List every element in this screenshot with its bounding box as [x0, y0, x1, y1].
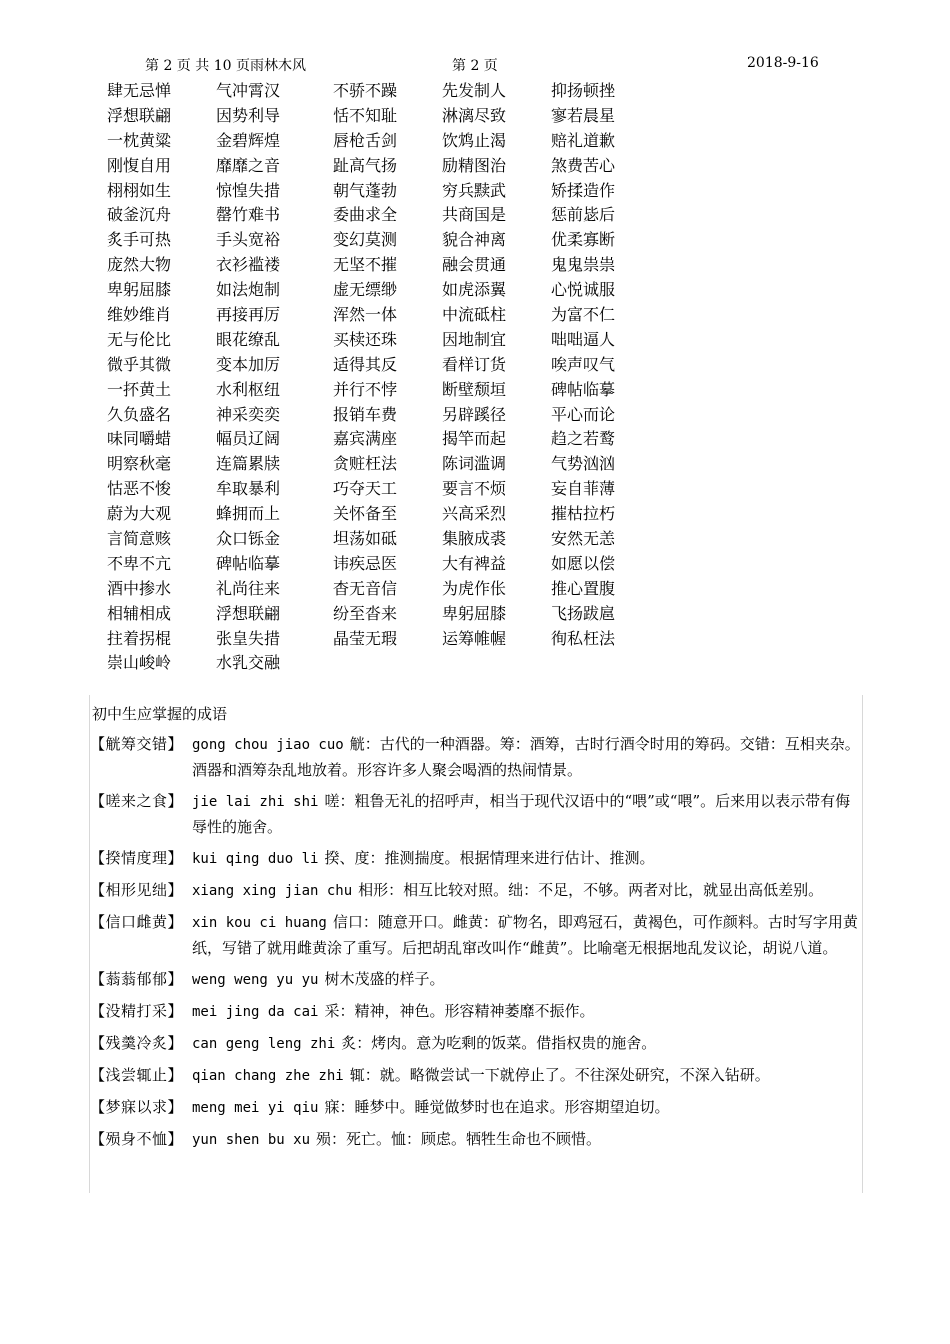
idiom-cell: 气势汹汹 — [551, 454, 616, 474]
idiom-meaning: 辄：就。略微尝试一下就停止了。不往深处研究，不深入钻研。 — [349, 1066, 770, 1084]
idiom-cell: 揭竿而起 — [442, 429, 507, 449]
idiom-pinyin: can geng leng zhi — [192, 1036, 336, 1052]
idiom-entry — [90, 967, 862, 993]
idiom-definition — [90, 999, 862, 1025]
idiom-cell: 再接再厉 — [216, 304, 281, 324]
idiom-cell: 拄着拐棍 — [107, 628, 172, 648]
idiom-cell: 飞扬跋扈 — [551, 603, 616, 623]
idiom-term: 【殒身不恤】 — [90, 1130, 184, 1148]
idiom-cell: 讳疾忌医 — [333, 553, 398, 573]
idiom-cell: 优柔寡断 — [551, 230, 616, 250]
idiom-cell: 趾高气扬 — [333, 155, 398, 175]
idiom-cell: 晶莹无瑕 — [333, 628, 398, 648]
idiom-definition — [90, 1095, 862, 1121]
idiom-grid-row — [107, 500, 667, 525]
header-page-info: 第 2 页 共 10 页雨林木风 — [145, 58, 306, 74]
idiom-definition — [90, 846, 862, 872]
idiom-grid — [107, 77, 667, 674]
idiom-cell: 肆无忌惮 — [107, 80, 172, 100]
idiom-cell: 言简意赅 — [107, 528, 172, 548]
idiom-cell: 嘉宾满座 — [333, 429, 398, 449]
idiom-cell: 庞然大物 — [107, 255, 172, 275]
idiom-cell: 一枕黄粱 — [107, 130, 172, 150]
idiom-cell: 不卑不亢 — [107, 553, 172, 573]
idiom-cell: 栩栩如生 — [107, 180, 172, 200]
idiom-grid-row — [107, 425, 667, 450]
idiom-cell: 刚愎自用 — [107, 155, 172, 175]
idiom-cell: 变幻莫测 — [333, 230, 398, 250]
idiom-definition — [90, 910, 862, 961]
idiom-grid-row — [107, 226, 667, 251]
idiom-cell: 虚无缥缈 — [333, 280, 398, 300]
idiom-cell: 众口铄金 — [216, 528, 281, 548]
idiom-cell: 赔礼道歉 — [551, 130, 616, 150]
idiom-cell: 看样订货 — [442, 354, 507, 374]
idiom-cell: 为虎作伥 — [442, 578, 507, 598]
idiom-cell: 靡靡之音 — [216, 155, 281, 175]
idiom-definition — [90, 1127, 862, 1153]
idiom-cell: 炙手可热 — [107, 230, 172, 250]
idiom-cell: 中流砥柱 — [442, 304, 507, 324]
idiom-cell: 恬不知耻 — [333, 105, 398, 125]
idiom-cell: 徇私枉法 — [551, 628, 616, 648]
idiom-cell: 水利枢纽 — [216, 379, 281, 399]
idiom-cell: 牟取暴利 — [216, 479, 281, 499]
idiom-cell: 碑帖临摹 — [216, 553, 281, 573]
idiom-cell: 味同嚼蜡 — [107, 429, 172, 449]
idiom-definition — [90, 1063, 862, 1089]
idiom-cell: 兴高采烈 — [442, 504, 507, 524]
idiom-cell: 趋之若鹜 — [551, 429, 616, 449]
idiom-grid-row — [107, 351, 667, 376]
idiom-cell: 纷至沓来 — [333, 603, 398, 623]
idiom-cell: 另辟蹊径 — [442, 404, 507, 424]
idiom-definition — [90, 732, 862, 783]
idiom-cell: 一抔黄土 — [107, 379, 172, 399]
idiom-grid-row — [107, 525, 667, 550]
idiom-meaning: 殒：死亡。恤：顾虑。牺牲生命也不顾惜。 — [316, 1130, 602, 1148]
idiom-cell: 穷兵黩武 — [442, 180, 507, 200]
idiom-cell: 惊惶失措 — [216, 180, 281, 200]
idiom-grid-row — [107, 475, 667, 500]
idiom-cell: 心悦诚服 — [551, 280, 616, 300]
idiom-cell: 衣衫褴褛 — [216, 255, 281, 275]
idiom-grid-row — [107, 401, 667, 426]
idiom-cell: 妄自菲薄 — [551, 479, 616, 499]
idiom-cell: 断壁颓垣 — [442, 379, 507, 399]
idiom-term: 【相形见绌】 — [90, 881, 184, 899]
idiom-pinyin: weng weng yu yu — [192, 972, 319, 988]
idiom-meaning: 嗟：粗鲁无礼的招呼声，相当于现代汉语中的“喂”或“喂”。后来用以表示带有侮辱性的施舍。 — [192, 792, 851, 836]
idiom-cell: 微乎其微 — [107, 354, 172, 374]
idiom-entry — [90, 732, 862, 783]
idiom-entry — [90, 1127, 862, 1153]
idiom-entry — [90, 846, 862, 872]
idiom-grid-row — [107, 575, 667, 600]
idiom-meaning: 树木茂盛的样子。 — [324, 970, 445, 988]
idiom-cell: 巧夺天工 — [333, 479, 398, 499]
idiom-pinyin: qian chang zhe zhi — [192, 1068, 344, 1084]
idiom-cell: 寥若晨星 — [551, 105, 616, 125]
idiom-cell: 崇山峻岭 — [107, 653, 172, 673]
idiom-cell: 卑躬屈膝 — [442, 603, 507, 623]
idiom-term: 【信口雌黄】 — [90, 913, 184, 931]
idiom-grid-row — [107, 550, 667, 575]
idiom-cell: 摧枯拉朽 — [551, 504, 616, 524]
idiom-entry-list — [90, 732, 862, 1159]
idiom-definitions-section — [89, 695, 863, 1193]
idiom-cell: 浑然一体 — [333, 304, 398, 324]
idiom-cell: 平心而论 — [551, 404, 616, 424]
idiom-cell: 报销车费 — [333, 404, 398, 424]
idiom-cell: 破釜沉舟 — [107, 205, 172, 225]
idiom-grid-row — [107, 251, 667, 276]
idiom-cell: 久负盛名 — [107, 404, 172, 424]
idiom-entry — [90, 789, 862, 840]
idiom-cell: 金碧辉煌 — [216, 130, 281, 150]
idiom-cell: 杳无音信 — [333, 578, 398, 598]
idiom-term: 【残羹冷炙】 — [90, 1034, 184, 1052]
idiom-cell: 推心置腹 — [551, 578, 616, 598]
idiom-grid-row — [107, 276, 667, 301]
idiom-cell: 咄咄逼人 — [551, 329, 616, 349]
idiom-entry — [90, 1095, 862, 1121]
idiom-cell: 相辅相成 — [107, 603, 172, 623]
idiom-meaning: 觥：古代的一种酒器。筹：酒筹，古时行酒令时用的筹码。交错：互相夹杂。酒器和酒筹杂乱地放着。形容许多人聚会喝酒的热闹情景。 — [192, 735, 860, 779]
idiom-entry — [90, 878, 862, 904]
idiom-term: 【觥筹交错】 — [90, 735, 184, 753]
idiom-grid-row — [107, 177, 667, 202]
idiom-cell: 手头宽裕 — [216, 230, 281, 250]
idiom-cell: 运筹帷幄 — [442, 628, 507, 648]
idiom-meaning: 信口：随意开口。雌黄：矿物名，即鸡冠石，黄褐色，可作颜料。古时写字用黄纸，写错了就用雌黄涂了重写。后把胡乱窜改叫作“雌黄”。比喻毫无根据地乱发议论，胡说八道。 — [192, 913, 858, 957]
idiom-pinyin: kui qing duo li — [192, 851, 319, 867]
idiom-pinyin: xin kou ci huang — [192, 915, 327, 931]
idiom-cell: 大有裨益 — [442, 553, 507, 573]
idiom-cell: 浮想联翩 — [107, 105, 172, 125]
idiom-cell: 因地制宜 — [442, 329, 507, 349]
idiom-grid-row — [107, 625, 667, 650]
idiom-cell: 幅员辽阔 — [216, 429, 281, 449]
header-date: 2018-9-16 — [747, 55, 819, 71]
idiom-cell: 酒中掺水 — [107, 578, 172, 598]
idiom-definition — [90, 789, 862, 840]
idiom-grid-row — [107, 649, 667, 674]
idiom-cell: 卑躬屈膝 — [107, 280, 172, 300]
idiom-cell: 淋漓尽致 — [442, 105, 507, 125]
idiom-grid-row — [107, 201, 667, 226]
idiom-entry — [90, 910, 862, 961]
idiom-cell: 委曲求全 — [333, 205, 398, 225]
idiom-cell: 无坚不摧 — [333, 255, 398, 275]
idiom-cell: 买椟还珠 — [333, 329, 398, 349]
idiom-cell: 励精图治 — [442, 155, 507, 175]
idiom-cell: 礼尚往来 — [216, 578, 281, 598]
idiom-cell: 唇枪舌剑 — [333, 130, 398, 150]
idiom-meaning: 寐：睡梦中。睡觉做梦时也在追求。形容期望迫切。 — [324, 1098, 670, 1116]
idiom-grid-row — [107, 102, 667, 127]
idiom-cell: 明察秋毫 — [107, 454, 172, 474]
idiom-term: 【嗟来之食】 — [90, 792, 184, 810]
idiom-cell: 如虎添翼 — [442, 280, 507, 300]
idiom-cell: 贪赃枉法 — [333, 454, 398, 474]
idiom-cell: 怙恶不悛 — [107, 479, 172, 499]
idiom-definition — [90, 967, 862, 993]
idiom-grid-row — [107, 152, 667, 177]
idiom-term: 【没精打采】 — [90, 1002, 184, 1020]
idiom-cell: 神采奕奕 — [216, 404, 281, 424]
idiom-cell: 适得其反 — [333, 354, 398, 374]
idiom-cell: 并行不悖 — [333, 379, 398, 399]
idiom-pinyin: mei jing da cai — [192, 1004, 319, 1020]
idiom-cell: 抑扬顿挫 — [551, 80, 616, 100]
idiom-meaning: 采：精神，神色。形容精神萎靡不振作。 — [324, 1002, 595, 1020]
idiom-cell: 唉声叹气 — [551, 354, 616, 374]
idiom-grid-row — [107, 301, 667, 326]
idiom-cell: 朝气蓬勃 — [333, 180, 398, 200]
idiom-cell: 关怀备至 — [333, 504, 398, 524]
idiom-cell: 维妙维肖 — [107, 304, 172, 324]
idiom-definition — [90, 878, 862, 904]
idiom-cell: 浮想联翩 — [216, 603, 281, 623]
idiom-term: 【浅尝辄止】 — [90, 1066, 184, 1084]
idiom-cell: 共商国是 — [442, 205, 507, 225]
idiom-cell: 气冲霄汉 — [216, 80, 281, 100]
idiom-cell: 碑帖临摹 — [551, 379, 616, 399]
idiom-cell: 陈词滥调 — [442, 454, 507, 474]
idiom-cell: 集腋成裘 — [442, 528, 507, 548]
idiom-meaning: 相形：相互比较对照。绌：不足，不够。两者对比，就显出高低差别。 — [358, 881, 824, 899]
idiom-cell: 不骄不躁 — [333, 80, 398, 100]
idiom-cell: 惩前毖后 — [551, 205, 616, 225]
idiom-cell: 如愿以偿 — [551, 553, 616, 573]
idiom-cell: 饮鸩止渴 — [442, 130, 507, 150]
idiom-term: 【蓊蓊郁郁】 — [90, 970, 184, 988]
idiom-cell: 水乳交融 — [216, 653, 281, 673]
idiom-pinyin: gong chou jiao cuo — [192, 737, 344, 753]
idiom-cell: 安然无恙 — [551, 528, 616, 548]
idiom-cell: 先发制人 — [442, 80, 507, 100]
idiom-grid-row — [107, 77, 667, 102]
idiom-cell: 煞费苦心 — [551, 155, 616, 175]
idiom-cell: 无与伦比 — [107, 329, 172, 349]
idiom-grid-row — [107, 450, 667, 475]
idiom-cell: 因势利导 — [216, 105, 281, 125]
idiom-grid-row — [107, 376, 667, 401]
idiom-entry — [90, 1031, 862, 1057]
idiom-cell: 为富不仁 — [551, 304, 616, 324]
idiom-cell: 罄竹难书 — [216, 205, 281, 225]
section-title: 初中生应掌握的成语 — [92, 705, 228, 723]
idiom-cell: 矫揉造作 — [551, 180, 616, 200]
idiom-grid-row — [107, 600, 667, 625]
idiom-cell: 蔚为大观 — [107, 504, 172, 524]
idiom-definition — [90, 1031, 862, 1057]
idiom-cell: 融会贯通 — [442, 255, 507, 275]
idiom-pinyin: xiang xing jian chu — [192, 883, 353, 899]
idiom-entry — [90, 999, 862, 1025]
idiom-cell: 张皇失措 — [216, 628, 281, 648]
idiom-term: 【梦寐以求】 — [90, 1098, 184, 1116]
idiom-cell: 坦荡如砥 — [333, 528, 398, 548]
idiom-cell: 变本加厉 — [216, 354, 281, 374]
idiom-cell: 蜂拥而上 — [216, 504, 281, 524]
idiom-pinyin: meng mei yi qiu — [192, 1100, 319, 1116]
idiom-cell: 眼花缭乱 — [216, 329, 281, 349]
idiom-cell: 如法炮制 — [216, 280, 281, 300]
idiom-meaning: 炙：烤肉。意为吃剩的饭菜。借指权贵的施舍。 — [341, 1034, 657, 1052]
idiom-cell: 连篇累牍 — [216, 454, 281, 474]
idiom-grid-row — [107, 127, 667, 152]
idiom-pinyin: yun shen bu xu — [192, 1132, 311, 1148]
idiom-term: 【揆情度理】 — [90, 849, 184, 867]
idiom-entry — [90, 1063, 862, 1089]
idiom-cell: 要言不烦 — [442, 479, 507, 499]
idiom-meaning: 揆、度：推测揣度。根据情理来进行估计、推测。 — [324, 849, 655, 867]
idiom-cell: 鬼鬼祟祟 — [551, 255, 616, 275]
idiom-pinyin: jie lai zhi shi — [192, 794, 319, 810]
idiom-grid-row — [107, 326, 667, 351]
page-header — [0, 55, 950, 77]
idiom-cell: 貌合神离 — [442, 230, 507, 250]
header-page-number: 第 2 页 — [452, 58, 498, 74]
